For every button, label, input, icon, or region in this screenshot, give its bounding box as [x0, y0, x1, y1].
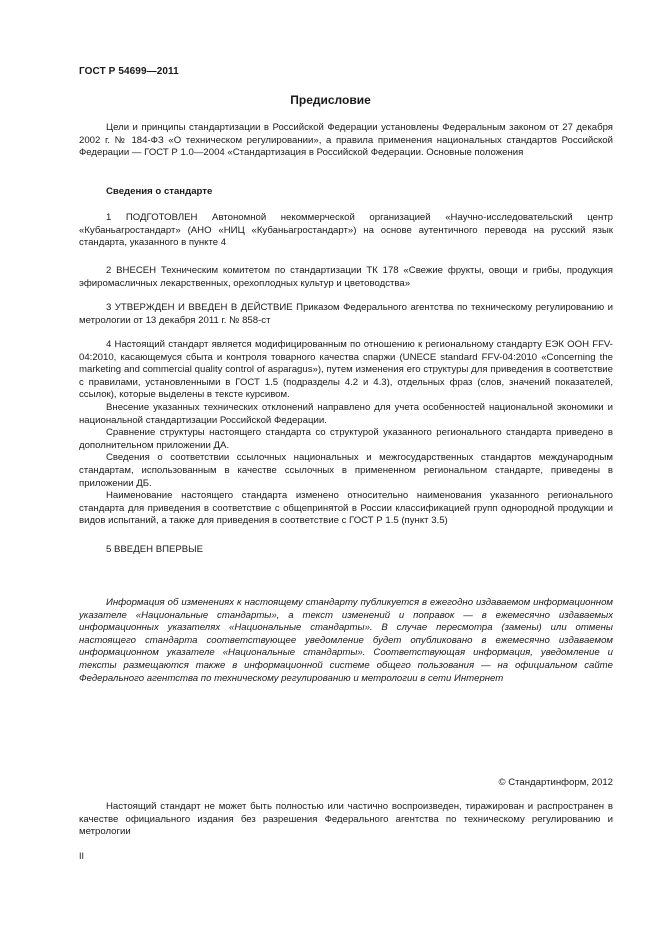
intro-block [79, 122, 613, 160]
item-3: 3 УТВЕРЖДЕН И ВВЕДЕН В ДЕЙСТВИЕ Приказом Федерального агентства по техническому регулированию и метрологии от 13 декабря 2011 г. № 858-ст [79, 302, 613, 326]
item-4: 4 Настоящий стандарт является модифицированным по отношению к региональному стандарту ЕЭК ООН FFV-04:2010, касающемуся сбыта и контроля товарного качества спаржи (UNECE standard FFV-04:2010 «Concerning the marketing and commercial quality control of asparagus»), путем изменения его структуры для приведения в соответствие с правилами, установленными в ГОСТ 1.5 (подразделы 4.2 и 4.3), отдельных фраз (слов, значений показателей, ссылок), которые выделены в тексте курсивом. [79, 339, 613, 401]
copyright: © Стандартинформ, 2012 [498, 777, 613, 788]
item-2: 2 ВНЕСЕН Техническим комитетом по стандартизации ТК 178 «Свежие фрукты, овощи и грибы, продукция эфиромасличных лекарственных, орехоплодных культур и цветоводства» [79, 265, 613, 289]
notice-paragraph: Информация об изменениях к настоящему стандарту публикуется в ежегодно издаваемом информационном указателе «Национальные стандарты», а текст изменений и поправок — в ежемесячно издаваемых информационных указателях «Национальные стандарты». В случае пересмотра (замены) или отмены настоящего стандарта соответствующее уведомление будет опубликовано в ежемесячно издаваемом информационном указателе «Национальные стандарты». Соответствующая информация, уведомление и тексты размещаются также в информационной системе общего пользования — на официальном сайте Федерального агентства по техническому регулированию и метрологии в сети Интернет [79, 597, 613, 684]
item-4-block [79, 339, 613, 528]
item-3-block [79, 302, 613, 327]
item-4-naming: Наименование настоящего стандарта изменено относительно наименования указанного регионального стандарта для приведения в соответствие с общепринятой в России классификацией групп однородной продукции и видов испытаний, а также для приведения в соответствие с ГОСТ Р 1.5 (пункт 3.5) [79, 490, 613, 527]
item-4-deviations: Внесение указанных технических отклонений направлено для учета особенностей национальной экономики и национальной стандартизации Российской Федерации. [79, 401, 613, 426]
item-5: 5 ВВЕДЕН ВПЕРВЫЕ [106, 544, 204, 555]
notice-block [79, 597, 613, 685]
standard-code: ГОСТ Р 54699—2011 [79, 66, 179, 77]
page-number: II [79, 851, 85, 861]
item-1-block [79, 212, 613, 250]
legal-paragraph: Настоящий стандарт не может быть полностью или частично воспроизведен, тиражирован и распространен в качестве официального издания без разрешения Федерального агентства по техническому регулированию и метрологии [79, 801, 613, 838]
info-heading: Сведения о стандарте [106, 186, 213, 197]
item-1: 1 ПОДГОТОВЛЕН Автономной некоммерческой организацией «Научно-исследовательский центр «Кубаньагростандарт» (АНО «НИЦ «Кубаньагростандарт») на основе аутентичного перевода на русский язык стандарта, указанного в пункте 4 [79, 212, 613, 249]
intro-paragraph: Цели и принципы стандартизации в Российской Федерации установлены Федеральным законом от 27 декабря 2002 г. № 184-ФЗ «О техническом регулировании», а правила применения национальных стандартов Российской Федерации — ГОСТ Р 1.0—2004 «Стандартизация в Российской Федерации. Основные положения [79, 122, 613, 159]
item-2-block [79, 265, 613, 290]
item-4-references: Сведения о соответствии ссылочных национальных и межгосударственных стандартов международным стандартам, использованным в качестве ссылочных в примененном региональном стандарте, приведены в приложении ДБ. [79, 452, 613, 489]
item-5-block [79, 544, 613, 557]
legal-block [79, 801, 613, 839]
item-4-comparison: Сравнение структуры настоящего стандарта со структурой указанного регионального стандарта приведено в дополнительном приложении ДА. [79, 427, 613, 451]
page-title: Предисловие [290, 93, 371, 107]
